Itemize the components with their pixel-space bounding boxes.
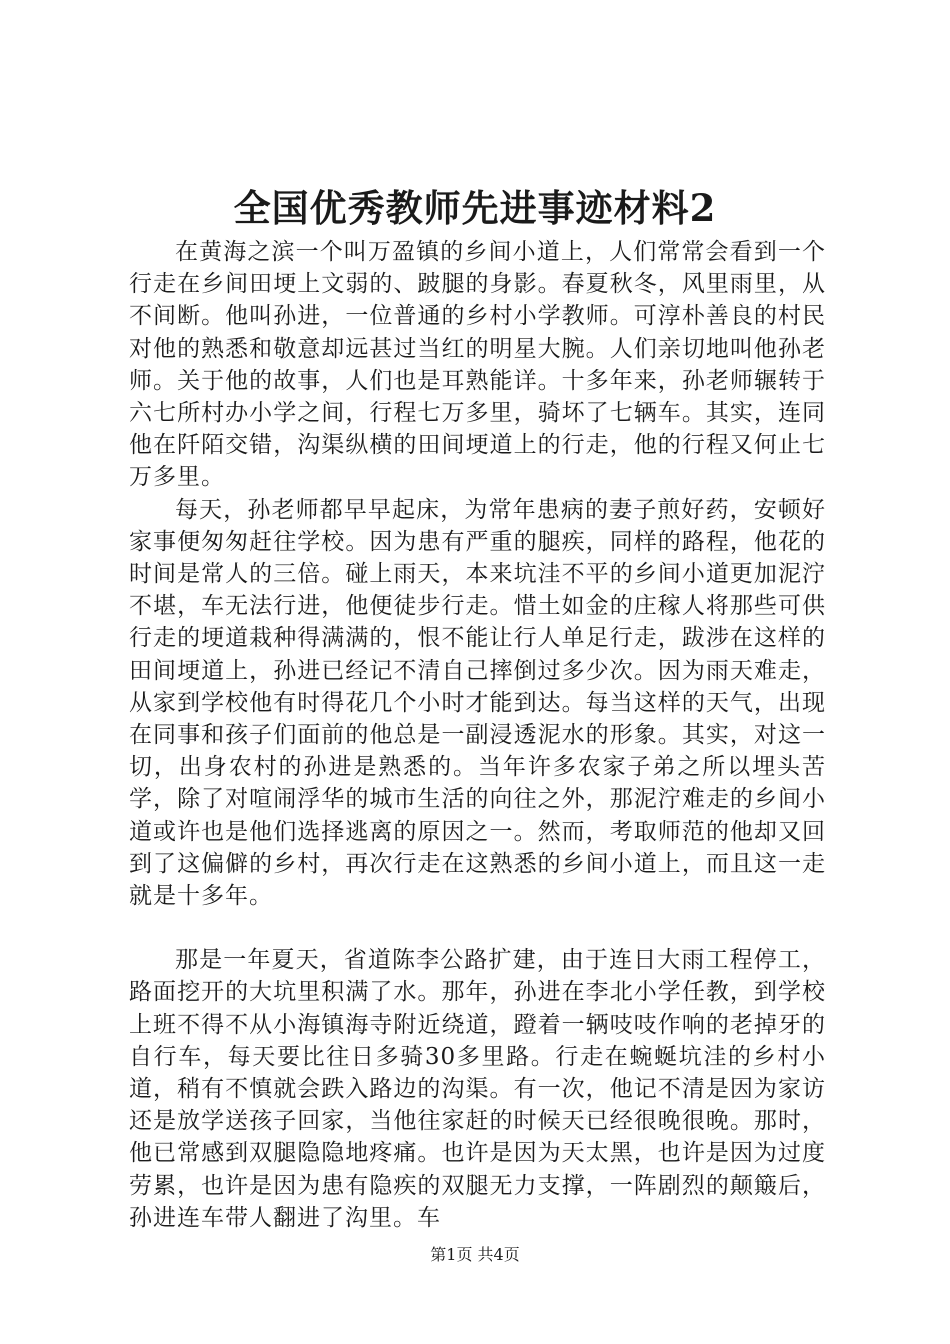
paragraph-1: 在黄海之滨一个叫万盈镇的乡间小道上，人们常常会看到一个行走在乡间田埂上文弱的、跛腿的身影。春夏秋冬，风里雨里，从不间断。他叫孙进，一位普通的乡村小学教师。可淳朴善良的村民对他的熟悉和敬意却远甚过当红的明星大腕。人们亲切地叫他孙老师。关于他的故事，人们也是耳熟能详。十多年来，孙老师辗转于六七所村办小学之间，行程七万多里，骑坏了七辆车。其实，连同他在阡陌交错，沟渠纵横的田间埂道上的行走，他的行程又何止七万多里。	[129, 239, 826, 491]
document-title: 全国优秀教师先进事迹材料2	[233, 186, 717, 230]
paragraph-3: 那是一年夏天，省道陈李公路扩建，由于连日大雨工程停工，路面挖开的大坑里积满了水。那年，孙进在李北小学任教，到学校上班不得不从小海镇海寺附近绕道，蹬着一辆吱吱作响的老掉牙的自行车，每天要比往日多骑30多里路。行走在蜿蜒坑洼的乡村小道，稍有不慎就会跌入路边的沟渠。有一次，他记不清是因为家访还是放学送孩子回家，当他往家赶的时候天已经很晚很晚。那时，他已常感到双腿隐隐地疼痛。也许是因为天太黑，也许是因为过度劳累，也许是因为患有隐疾的双腿无力支撑，一阵剧烈的颠簸后，孙进连车带人翻进了沟里。车	[129, 947, 826, 1231]
paragraph-gap	[129, 912, 826, 944]
page-number-footer: 第1页 共4页	[430, 1245, 520, 1264]
paragraph-2: 每天，孙老师都早早起床，为常年患病的妻子煎好药，安顿好家事便匆匆赶往学校。因为患有严重的腿疾，同样的路程，他花的时间是常人的三倍。碰上雨天，本来坑洼不平的乡间小道更加泥泞不堪，车无法行进，他便徒步行走。惜土如金的庄稼人将那些可供行走的埂道栽种得满满的，恨不能让行人单足行走，跋涉在这样的田间埂道上，孙进已经记不清自己摔倒过多少次。因为雨天难走，从家到学校他有时得花几个小时才能到达。每当这样的天气，出现在同事和孩子们面前的他总是一副浸透泥水的形象。其实，对这一切，出身农村的孙进是熟悉的。当年许多农家子弟之所以埋头苦学，除了对喧闹浮华的城市生活的向往之外，那泥泞难走的乡间小道或许也是他们选择逃离的原因之一。然而，考取师范的他却又回到了这偏僻的乡村，再次行走在这熟悉的乡间小道上，而且这一走就是十多年。	[129, 496, 826, 910]
document-body	[129, 236, 826, 1234]
